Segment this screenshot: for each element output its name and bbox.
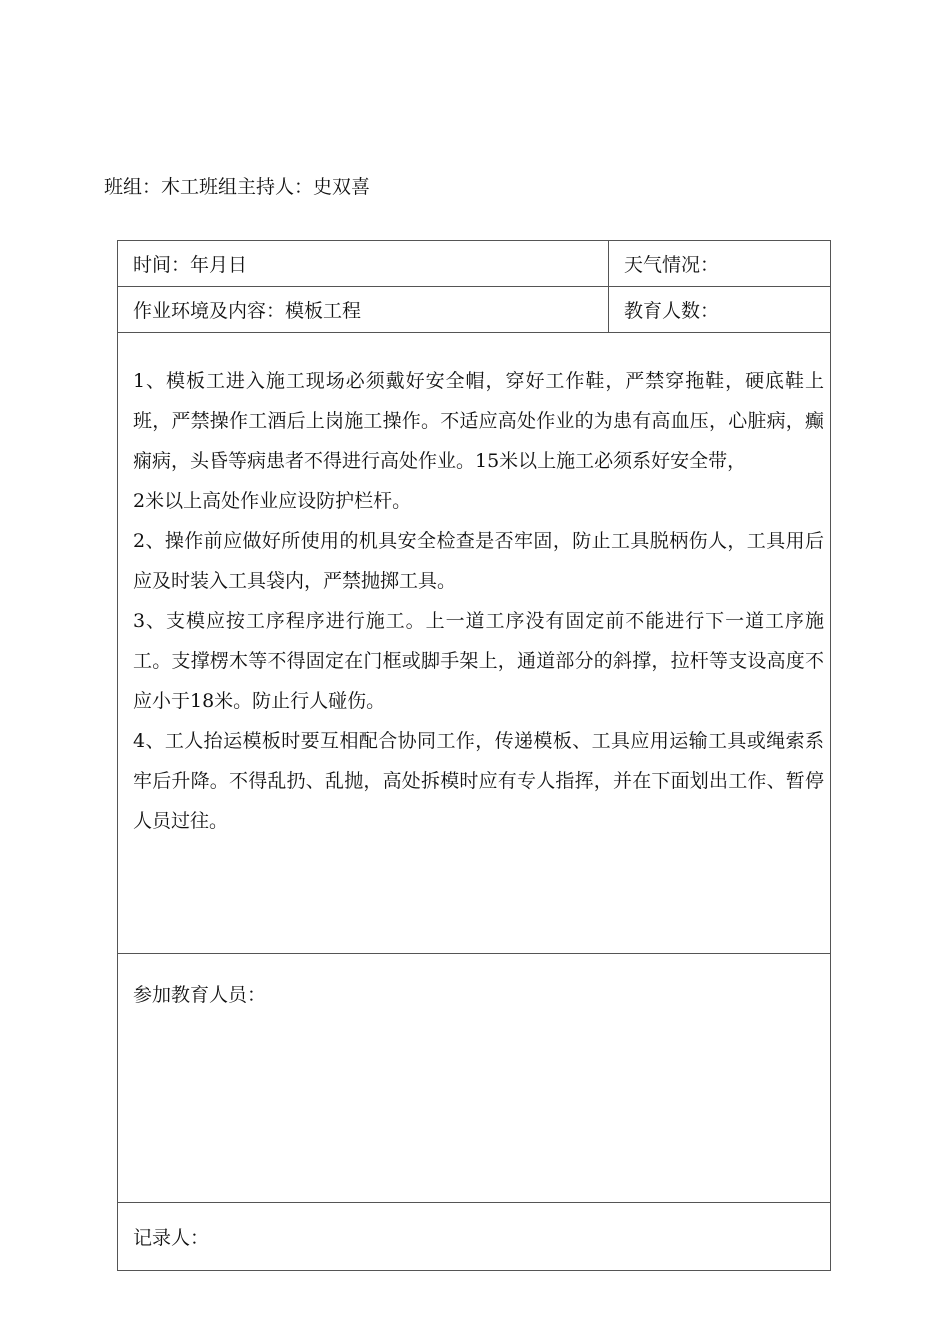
safety-education-form	[117, 240, 831, 1271]
participants-field: 参加教育人员：	[118, 954, 831, 1203]
content-paragraph-1: 1、模板工进入施工现场必须戴好安全帽，穿好工作鞋，严禁穿拖鞋，硬底鞋上班，严禁操作工酒后上岗施工操作。不适应高处作业的为患有高血压，心脏病，癫痫病，头昏等病患者不得进行高处作业。15米以上施工必须系好安全带，	[133, 370, 824, 472]
content-paragraph-5: 4、工人抬运模板时要互相配合协同工作，传递模板、工具应用运输工具或绳索系牢后升降。不得乱扔、乱抛，高处拆模时应有专人指挥，并在下面划出工作、暂停人员过往。	[133, 730, 824, 832]
content-paragraph-4: 3、支模应按工序程序进行施工。上一道工序没有固定前不能进行下一道工序施工。支撑楞木等不得固定在门框或脚手架上，通道部分的斜撑，拉杆等支设高度不应小于18米。防止行人碰伤。	[133, 610, 824, 712]
time-field: 时间：年月日	[118, 241, 609, 287]
content-row	[118, 333, 831, 954]
team-host-line: 班组：木工班组主持人：史双喜	[104, 176, 371, 198]
participants-row	[118, 954, 831, 1203]
content-paragraph-3: 2、操作前应做好所使用的机具安全检查是否牢固，防止工具脱柄伤人，工具用后应及时装入工具袋内，严禁抛掷工具。	[133, 530, 824, 592]
weather-field: 天气情况：	[609, 241, 831, 287]
recorder-field: 记录人：	[118, 1203, 831, 1271]
content-paragraph-2: 2米以上高处作业应设防护栏杆。	[133, 490, 412, 512]
work-environment-field: 作业环境及内容：模板工程	[118, 287, 609, 333]
education-content	[118, 333, 831, 954]
time-weather-row	[118, 241, 831, 287]
recorder-row	[118, 1203, 831, 1271]
education-count-field: 教育人数：	[609, 287, 831, 333]
environment-count-row	[118, 287, 831, 333]
